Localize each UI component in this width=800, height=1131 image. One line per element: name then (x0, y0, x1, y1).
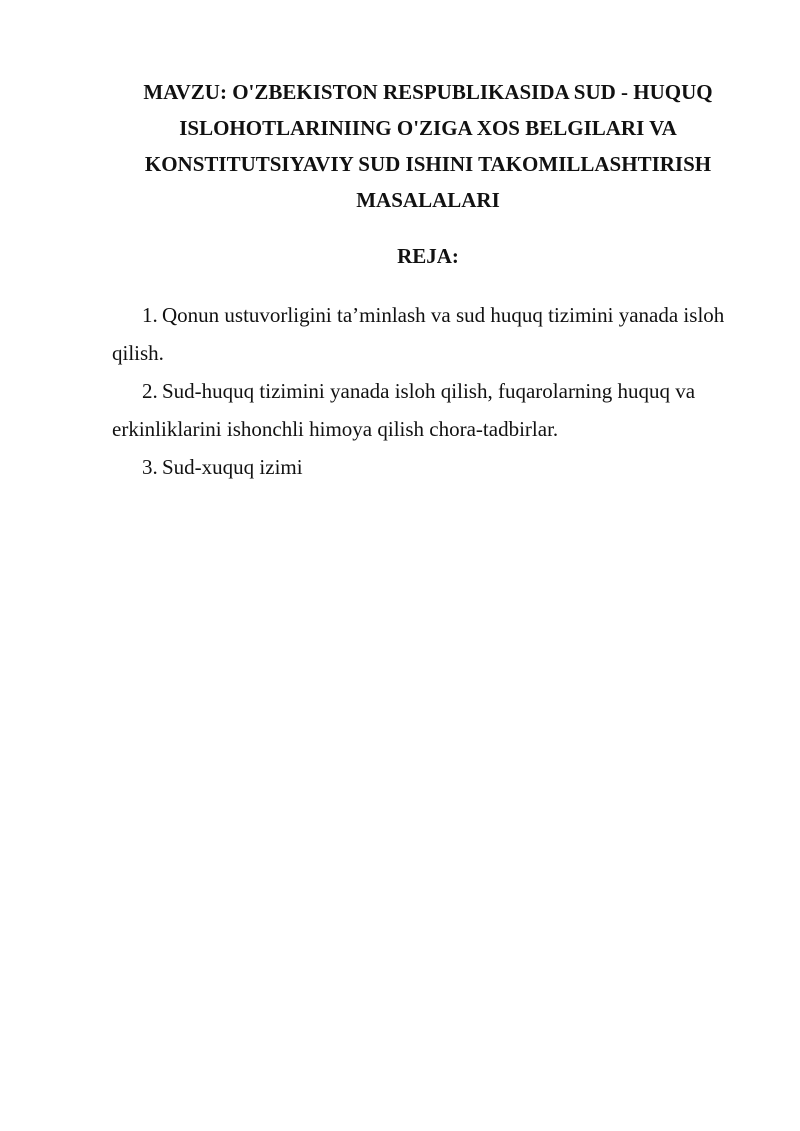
item-number: 3. (142, 455, 158, 479)
item-text: Sud-huquq tizimini yanada isloh qilish, fuqarolarning huquq va (162, 379, 696, 403)
title-line: ISLOHOTLARINIING O'ZIGA XOS BELGILARI VA (179, 116, 677, 140)
list-item (112, 296, 744, 372)
item-number: 1. (142, 303, 158, 327)
list-item (112, 372, 744, 448)
title-line: MAVZU: O'ZBEKISTON RESPUBLIKASIDA SUD - HUQUQ (143, 80, 713, 104)
item-text-continuation: erkinliklarini ishonchli himoya qilish chora-tadbirlar. (112, 417, 559, 441)
plan-list (112, 296, 744, 486)
list-item (112, 448, 744, 486)
title-line: KONSTITUTSIYAVIY SUD ISHINI TAKOMILLASHTIRISH (144, 152, 712, 176)
item-number: 2. (142, 379, 158, 403)
title-line: MASALALARI (356, 188, 500, 212)
plan-heading: REJA: (397, 244, 459, 268)
item-text-continuation: qilish. (112, 341, 164, 365)
item-text: Qonun ustuvorligini ta’minlash va sud huquq tizimini yanada isloh (162, 303, 725, 327)
item-text: Sud-xuquq izimi (162, 455, 303, 479)
document-title (112, 74, 744, 218)
